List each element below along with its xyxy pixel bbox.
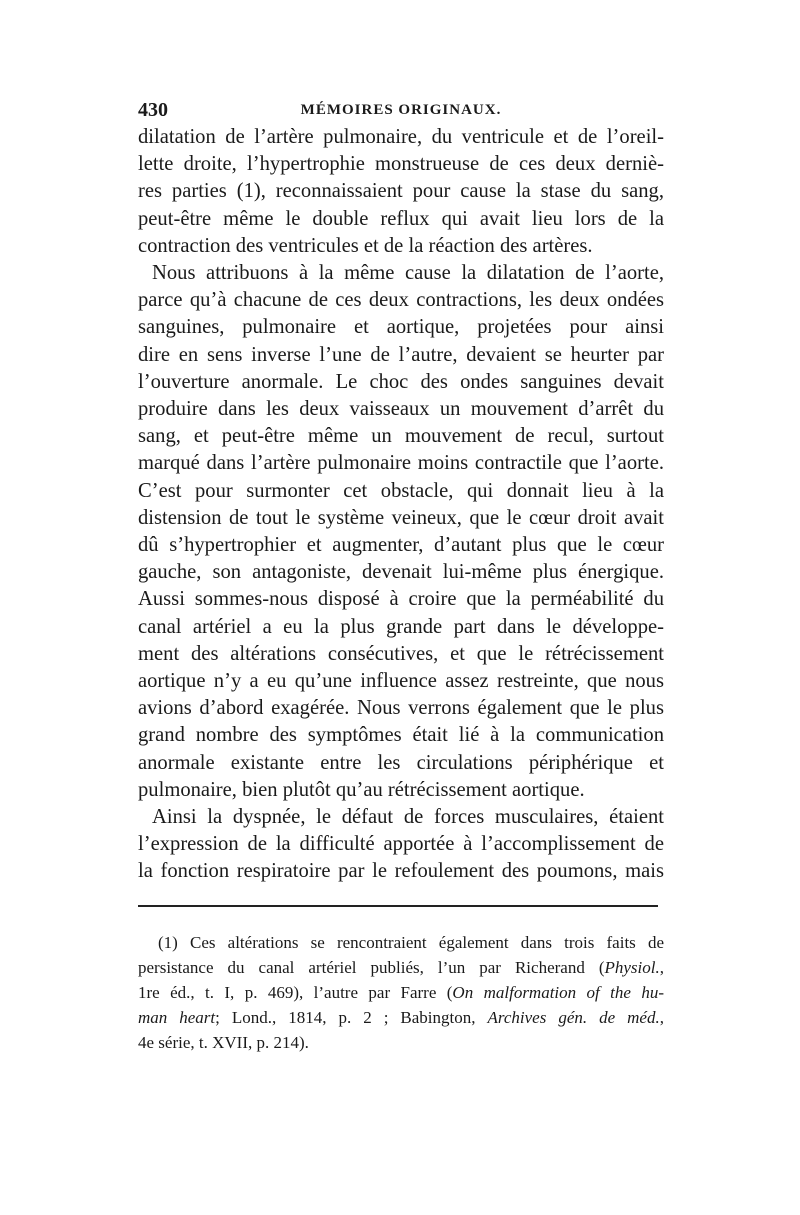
text-line: gauche, son antagoniste, devenait lui-même plus énergique. — [138, 561, 664, 584]
text-line: dilatation de l’artère pulmonaire, du ventricule et de l’oreil- — [138, 126, 664, 148]
text-line: distension de tout le système veineux, que le cœur droit avait — [138, 506, 664, 529]
paragraph-2 — [138, 260, 664, 804]
text-line: canal artériel a eu la plus grande part dans le développe- — [138, 615, 664, 638]
footnotes — [138, 930, 664, 1055]
text-line: Aussi sommes-nous disposé à croire que la perméabilité du — [138, 588, 664, 611]
paragraph-3 — [138, 804, 664, 886]
text-line: sanguines, pulmonaire et aortique, projetées pour ainsi — [138, 316, 664, 339]
running-head — [138, 96, 664, 124]
text-line: l’ouverture anormale. Le choc des ondes sanguines devait — [138, 370, 664, 393]
text-line: Nous attribuons à la même cause la dilatation de l’aorte, — [152, 262, 664, 285]
text-line: lette droite, l’hypertrophie monstrueuse de ces deux derniè- — [138, 153, 664, 176]
text-line: avions d’abord exagérée. Nous verrons également que le plus — [138, 697, 664, 720]
footnote-line — [138, 1005, 664, 1030]
footnote-text: ; Lond., 1814, p. 2 ; Babington, — [215, 1008, 488, 1027]
text-line: sang, et peut-être même un mouvement de recul, surtout — [138, 425, 664, 448]
footnote-text: , — [659, 958, 664, 977]
text-line: ment des altérations consécutives, et que le rétrécissement — [138, 642, 664, 665]
text-line: res parties (1), reconnaissaient pour cause la stase du sang, — [138, 180, 664, 203]
text-line: dû s’hypertrophier et augmenter, d’autant plus que le cœur — [138, 534, 664, 557]
body-text — [138, 124, 664, 886]
paragraph-1 — [138, 124, 664, 260]
text-line: parce qu’à chacune de ces deux contractions, les deux ondées — [138, 289, 664, 312]
footnote-italic: Archives gén. de méd. — [487, 1008, 660, 1027]
book-page — [138, 96, 664, 1052]
footnote-line — [138, 980, 664, 1005]
footnote-line — [138, 955, 664, 980]
footnote-line: 4e série, t. XVII, p. 214). — [138, 1033, 309, 1052]
text-line: C’est pour surmonter cet obstacle, qui donnait lieu à la — [138, 479, 664, 502]
text-line: produire dans les deux vaisseaux un mouvement d’arrêt du — [138, 398, 664, 421]
text-line: dire en sens inverse l’une de l’autre, devaient se heurter par — [138, 343, 664, 366]
footnote-line: (1) Ces altérations se rencontraient également dans trois faits de — [158, 933, 664, 952]
footnote-italic: man heart — [138, 1008, 216, 1027]
footnote-text: persistance du canal artériel publiés, l’un par Richerand ( — [138, 958, 605, 977]
footnote-text: , — [659, 1008, 664, 1027]
text-line: aortique n’y a eu qu’une influence assez restreinte, que nous — [138, 670, 664, 693]
text-line: Ainsi la dyspnée, le défaut de forces musculaires, étaient — [152, 806, 664, 829]
running-title: MÉMOIRES ORIGINAUX. — [300, 102, 502, 118]
footnote-text: 1re éd., t. I, p. 469), l’autre par Farre ( — [138, 983, 453, 1002]
text-line: peut-être même le double reflux qui avait lieu lors de la — [138, 207, 664, 230]
footnote-rule — [138, 905, 658, 907]
text-line: l’expression de la difficulté apportée à l’accomplissement de — [138, 833, 664, 856]
footnote-italic: Physiol. — [604, 958, 660, 977]
footnote-italic: On malformation of the hu- — [452, 983, 664, 1002]
text-line: pulmonaire, bien plutôt qu’au rétrécissement aortique. — [138, 778, 585, 801]
text-line: la fonction respiratoire par le refoulement des poumons, mais — [138, 860, 664, 883]
page-number: 430 — [138, 99, 168, 121]
text-line: marqué dans l’artère pulmonaire moins contractile que l’aorte. — [138, 452, 664, 475]
text-line: grand nombre des symptômes était lié à la communication — [138, 724, 664, 747]
text-line: anormale existante entre les circulations périphérique et — [138, 751, 664, 774]
text-line: contraction des ventricules et de la réaction des artères. — [138, 234, 593, 257]
